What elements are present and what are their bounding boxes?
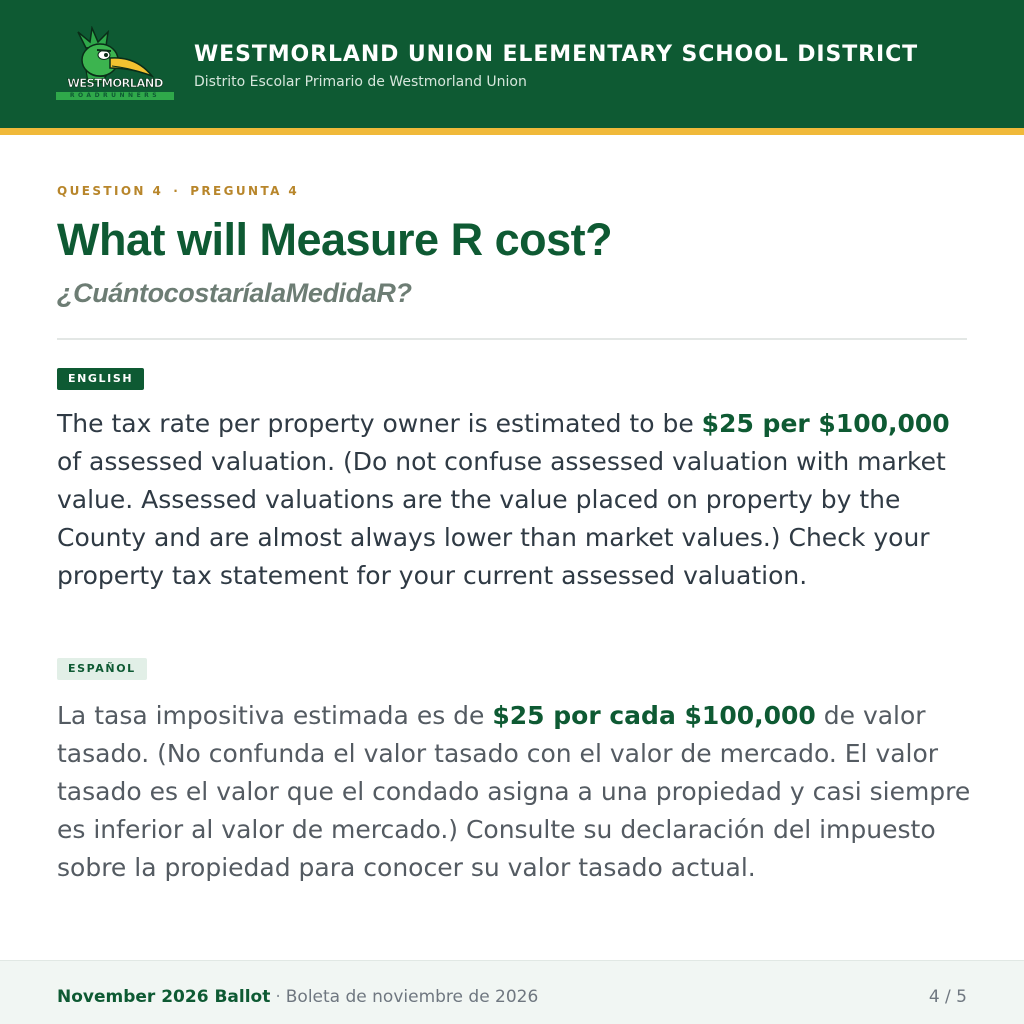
english-highlight: $25 per $100,000: [701, 409, 950, 438]
question-title-es: ¿CuántocostaríalaMedidaR?: [57, 278, 412, 308]
footer-ballot-es: Boleta de noviembre de 2026: [285, 987, 539, 1007]
english-tag: ENGLISH: [57, 368, 144, 390]
footer-ballot: November 2026 Ballot: [57, 987, 271, 1007]
eyebrow-separator: ·: [173, 184, 181, 198]
question-number-es: PREGUNTA 4: [190, 184, 300, 198]
spanish-paragraph: [57, 697, 972, 887]
spanish-text-before: La tasa impositiva estimada es de: [57, 701, 493, 730]
district-title: WESTMORLAND UNION ELEMENTARY SCHOOL DISTRICT: [194, 42, 919, 67]
english-paragraph: [57, 405, 969, 595]
question-number: QUESTION 4: [57, 184, 164, 198]
section-divider: [57, 338, 967, 340]
question-title: What will Measure R cost?: [57, 214, 613, 265]
question-eyebrow: [57, 184, 299, 198]
spanish-tag: ESPAÑOL: [57, 658, 147, 680]
district-header: [0, 0, 1024, 128]
footer-separator: ·: [275, 987, 281, 1007]
district-logo: [56, 26, 176, 102]
spanish-highlight: $25 por cada $100,000: [492, 701, 816, 730]
logo-wordmark: WESTMORLAND: [67, 76, 163, 90]
district-subtitle: Distrito Escolar Primario de Westmorland Union: [194, 74, 527, 90]
page-footer: [0, 960, 1024, 1024]
logo-band: ROADRUNNERS: [56, 92, 174, 100]
page-number: 4 / 5: [928, 987, 967, 1007]
header-accent-stripe: [0, 128, 1024, 135]
english-text-before: The tax rate per property owner is estimated to be: [57, 409, 702, 438]
english-text-after: of assessed valuation. (Do not confuse assessed valuation with market value. Assessed valuations are the value placed on property by the County and are almost always lower than market values.) Check your property tax statement for your current assessed valuation.: [57, 447, 946, 590]
spanish-text-after: de valor tasado. (No confunda el valor tasado con el valor de mercado. El valor tasado es el valor que el condado asigna a una propiedad y casi siempre es inferior al valor de mercado.) Consulte su declaración del impuesto sobre la propiedad para conocer su valor tasado actual.: [57, 701, 971, 882]
footer-ballot-info: [57, 987, 538, 1007]
